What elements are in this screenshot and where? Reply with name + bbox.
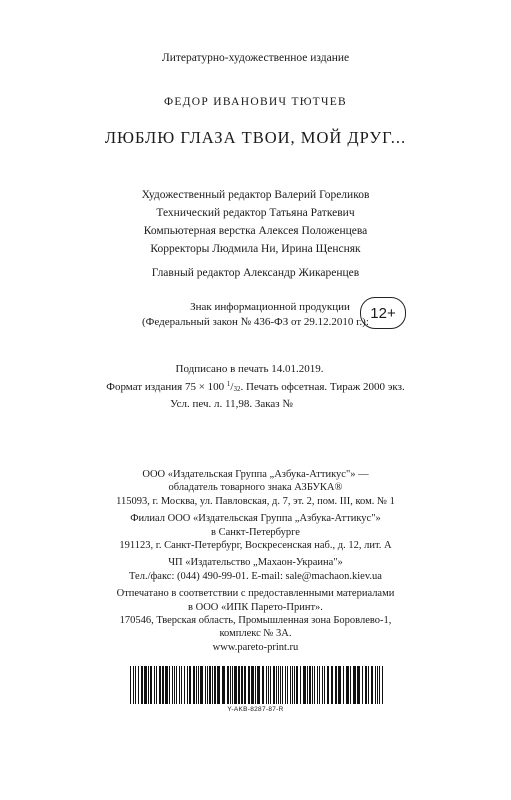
- barcode-bar: [343, 666, 344, 704]
- barcode-bar: [346, 666, 349, 704]
- barcode-bar: [198, 666, 199, 704]
- barcode-bar: [278, 666, 279, 704]
- barcode-bar: [322, 666, 323, 704]
- barcode-bar: [268, 666, 269, 704]
- print-sheets: Усл. печ. л. 11,98. Заказ №: [170, 398, 293, 410]
- barcode-bar: [217, 666, 220, 704]
- print-format-suffix: . Печать офсетная. Тираж 2000 экз.: [240, 381, 405, 393]
- barcode-bar: [377, 666, 378, 704]
- barcode-bar: [179, 666, 180, 704]
- barcode-bar: [238, 666, 240, 704]
- publisher-line: Филиал ООО «Издательская Группа „Азбука-Аттикус"»: [130, 513, 381, 525]
- barcode-bar: [255, 666, 256, 704]
- barcode-bar: [350, 666, 351, 704]
- printer-line: Отпечатано в соответствии с предоставленными материалами: [116, 588, 395, 600]
- info-product-text: [142, 300, 370, 330]
- barcode-bar: [193, 666, 195, 704]
- barcode-bar: [154, 666, 155, 704]
- barcode-bar: [138, 666, 139, 704]
- barcode-bar: [292, 666, 293, 704]
- barcode-bar: [135, 666, 136, 704]
- barcode-bar: [282, 666, 283, 704]
- barcode-bar: [165, 666, 168, 704]
- publisher-mahaon: [0, 556, 511, 583]
- publishers-block: [0, 468, 511, 658]
- publisher-line: Тел./факс: (044) 490-99-01. E-mail: sale@machaon.kiev.ua: [129, 570, 382, 582]
- barcode-bar: [287, 666, 288, 704]
- barcode-bar: [294, 666, 295, 704]
- barcode-bar: [382, 666, 383, 704]
- barcode-bar: [232, 666, 233, 704]
- barcode-bar: [309, 666, 311, 704]
- barcode-bar: [196, 666, 197, 704]
- info-product-line1: Знак информационной продукции: [190, 301, 350, 313]
- barcode-bar: [331, 666, 333, 704]
- credits-block: [0, 186, 511, 282]
- barcode-bar: [184, 666, 185, 704]
- barcode-bar: [357, 666, 360, 704]
- barcode-bar: [365, 666, 367, 704]
- barcode-bar: [251, 666, 254, 704]
- barcode-bar: [181, 666, 182, 704]
- barcode-bar: [270, 666, 271, 704]
- barcode-bar: [130, 666, 131, 704]
- printer-website: www.pareto-print.ru: [212, 641, 299, 653]
- barcode-bar: [273, 666, 275, 704]
- barcode-bar: [280, 666, 281, 704]
- barcode-bar: [327, 666, 329, 704]
- barcode-bar: [174, 666, 175, 704]
- barcode-bar: [319, 666, 320, 704]
- barcode-bar: [257, 666, 260, 704]
- print-signed: Подписано в печать 14.01.2019.: [175, 363, 324, 375]
- barcode-bar: [133, 666, 134, 704]
- barcode-bar: [338, 666, 341, 704]
- print-format: Формат издания 75 × 100 $^1/_{32}$. Печать офсетная. Тираж 2000 экз.: [106, 380, 405, 393]
- book-title: ЛЮБЛЮ ГЛАЗА ТВОИ, МОЙ ДРУГ...: [104, 128, 407, 147]
- barcode-bar: [159, 666, 161, 704]
- barcode-bar: [176, 666, 177, 704]
- publisher-spb-branch: [0, 512, 511, 552]
- barcode-bar: [169, 666, 170, 704]
- credit-tech-editor: Технический редактор Татьяна Раткевич: [156, 207, 355, 219]
- barcode-bar: [312, 666, 313, 704]
- barcode-bar: [162, 666, 164, 704]
- barcode-bar: [214, 666, 216, 704]
- barcode-bar: [241, 666, 243, 704]
- publisher-line: ООО «Издательская Группа „Азбука-Аттикус"» —: [142, 469, 369, 480]
- barcode-bar: [379, 666, 380, 704]
- credit-proofreaders: Корректоры Людмила Ни, Ирина Щенсняк: [150, 243, 361, 255]
- publisher-line: 115093, г. Москва, ул. Павловская, д. 7, эт. 2, пом. III, ком. № 1: [116, 495, 395, 507]
- barcode-bar: [335, 666, 337, 704]
- barcode-bar: [172, 666, 173, 704]
- printer-line: 170546, Тверская область, Промышленная зона Боровлево-1,: [119, 615, 392, 627]
- print-format-den: 32: [233, 385, 241, 393]
- barcode: [128, 666, 388, 704]
- barcode-bar: [209, 666, 211, 704]
- barcode-bar: [141, 666, 143, 704]
- barcode-code: Y-AKB-8287-87-R: [227, 706, 284, 713]
- print-format-num: 1: [226, 380, 231, 388]
- barcode-graphic: [128, 666, 388, 704]
- barcode-bar: [156, 666, 157, 704]
- print-format-prefix: Формат издания 75 × 100: [106, 381, 227, 393]
- barcode-bar: [205, 666, 206, 704]
- barcode-bar: [200, 666, 203, 704]
- barcode-bar: [262, 666, 264, 704]
- barcode-bar: [285, 666, 286, 704]
- credit-chief-editor: Главный редактор Александр Жикаренцев: [151, 267, 360, 279]
- publisher-line: обладатель товарного знака АЗБУКА®: [168, 482, 343, 494]
- barcode-bar: [314, 666, 315, 704]
- barcode-bar: [368, 666, 369, 704]
- barcode-bar: [212, 666, 213, 704]
- barcode-bar: [230, 666, 231, 704]
- barcode-bar: [150, 666, 152, 704]
- age-rating-badge: 12+: [360, 297, 406, 329]
- barcode-bar: [276, 666, 277, 704]
- barcode-bar: [187, 666, 188, 704]
- edition-type: Литературно-художественное издание: [161, 52, 350, 64]
- barcode-bar: [290, 666, 291, 704]
- barcode-bar: [234, 666, 237, 704]
- barcode-bar: [244, 666, 246, 704]
- barcode-bar: [296, 666, 298, 704]
- barcode-bar: [144, 666, 147, 704]
- barcode-bar: [148, 666, 149, 704]
- printer-line: комплекс № 3А.: [219, 628, 292, 640]
- printer-line: в ООО «ИПК Парето-Принт».: [188, 601, 323, 613]
- barcode-bar: [371, 666, 373, 704]
- barcode-bar: [324, 666, 325, 704]
- info-product-line2: (Федеральный закон № 436-ФЗ от 29.12.2010 г.):: [142, 316, 369, 328]
- barcode-bar: [353, 666, 356, 704]
- publisher-azbuka: [0, 468, 511, 508]
- credit-layout: Компьютерная верстка Алексея Положенцева: [143, 225, 368, 237]
- barcode-bar: [207, 666, 208, 704]
- barcode-bar: [307, 666, 308, 704]
- barcode-bar: [362, 666, 363, 704]
- print-info-block: [0, 362, 511, 412]
- barcode-bar: [375, 666, 376, 704]
- barcode-bar: [317, 666, 318, 704]
- barcode-bar: [222, 666, 225, 704]
- publisher-line: 191123, г. Санкт-Петербург, Воскресенская наб., д. 12, лит. А: [119, 540, 392, 552]
- barcode-bar: [303, 666, 306, 704]
- barcode-bar: [189, 666, 191, 704]
- publisher-line: в Санкт-Петербурге: [211, 526, 300, 538]
- barcode-bar: [248, 666, 250, 704]
- publisher-line: ЧП «Издательство „Махаон-Украина"»: [168, 557, 343, 569]
- barcode-bar: [266, 666, 267, 704]
- printer-info: [0, 587, 511, 654]
- credit-art-editor: Художественный редактор Валерий Гореликов: [141, 189, 370, 201]
- author-name: ФЕДОР ИВАНОВИЧ ТЮТЧЕВ: [163, 96, 348, 108]
- barcode-bar: [300, 666, 301, 704]
- barcode-bar: [227, 666, 229, 704]
